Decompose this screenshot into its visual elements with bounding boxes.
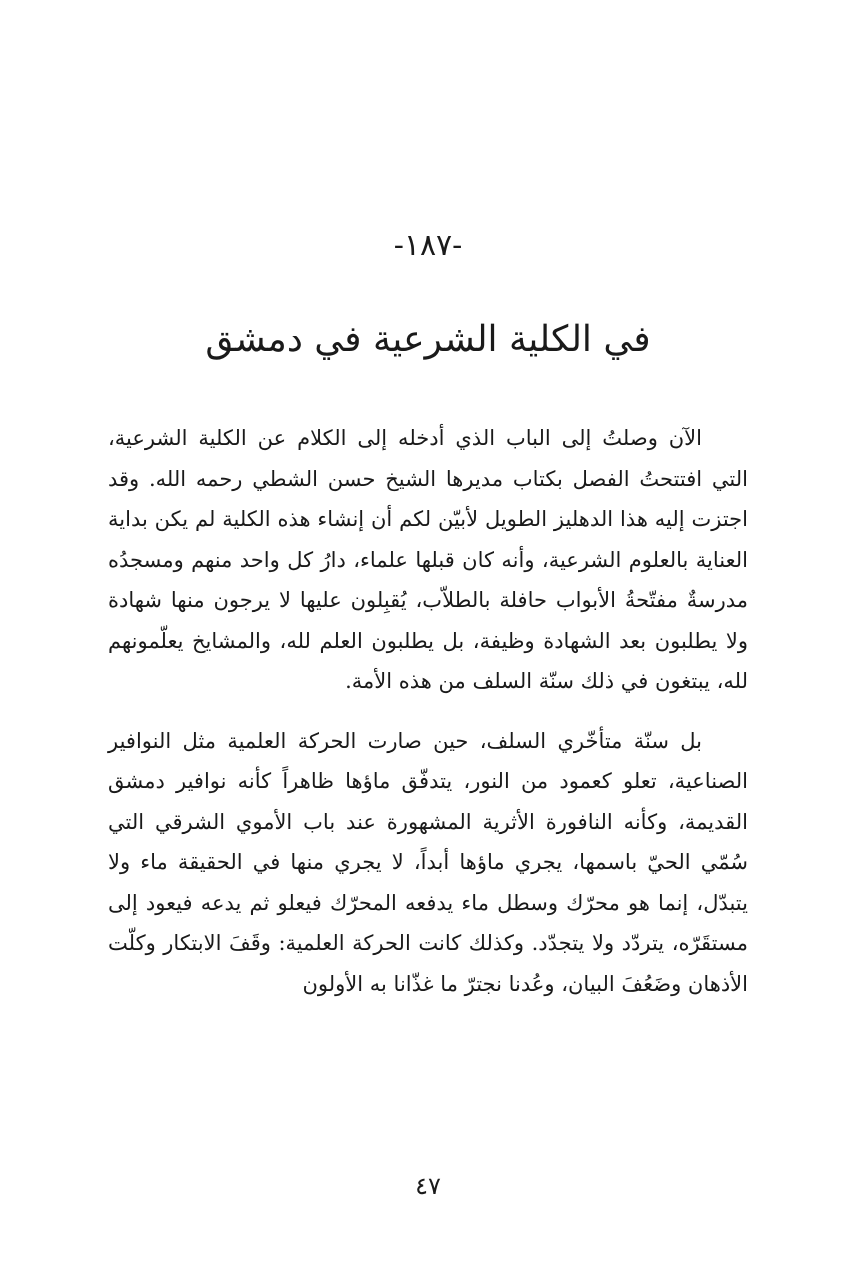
- page-number: ٤٧: [415, 1172, 441, 1200]
- paragraph: الآن وصلتُ إلى الباب الذي أدخله إلى الكلام عن الكلية الشرعية، التي افتتحتُ الفصل بكتاب مديرها الشيخ حسن الشطي رحمه الله. وقد اجتزت إليه هذا الدهليز الطويل لأبيّن لكم أن إنشاء هذه الكلية لم يكن بداية العناية بالعلوم الشرعية، وأنه كان قبلها علماء، دارُ كل واحد منهم ومسجدُه مدرسةٌ مفتّحةُ الأبواب حافلة بالطلاّب، يُقبِلون عليها لا يرجون منها شهادة ولا يطلبون بعد الشهادة وظيفة، بل يطلبون العلم لله، والمشايخ يعلّمونهم لله، يبتغون في ذلك سنّة السلف من هذه الأمة.: [108, 426, 748, 693]
- paragraph: بل سنّة متأخّري السلف، حين صارت الحركة العلمية مثل النوافير الصناعية، تعلو كعمود من النور، يتدفّق ماؤها ظاهراً كأنه نوافير دمشق القديمة، وكأنه النافورة الأثرية المشهورة عند باب الأموي الشرقي التي سُمّي الحيّ باسمها، يجري ماؤها أبداً، لا يجري منها في الحقيقة ماء ولا يتبدّل، إنما هو محرّك وسطل ماء يدفعه المحرّك فيعلو ثم يدعه فيعود إلى مستقَرّه، يتردّد ولا يتجدّد. وكذلك كانت الحركة العلمية: وقَفَ الابتكار وكلّت الأذهان وضَعُفَ البيان، وعُدنا نجترّ ما غذّانا به الأولون: [108, 728, 748, 996]
- chapter-number: -١٨٧-: [393, 228, 463, 263]
- chapter-title: في الكلية الشرعية في دمشق: [205, 319, 651, 360]
- body-text: [108, 418, 748, 1004]
